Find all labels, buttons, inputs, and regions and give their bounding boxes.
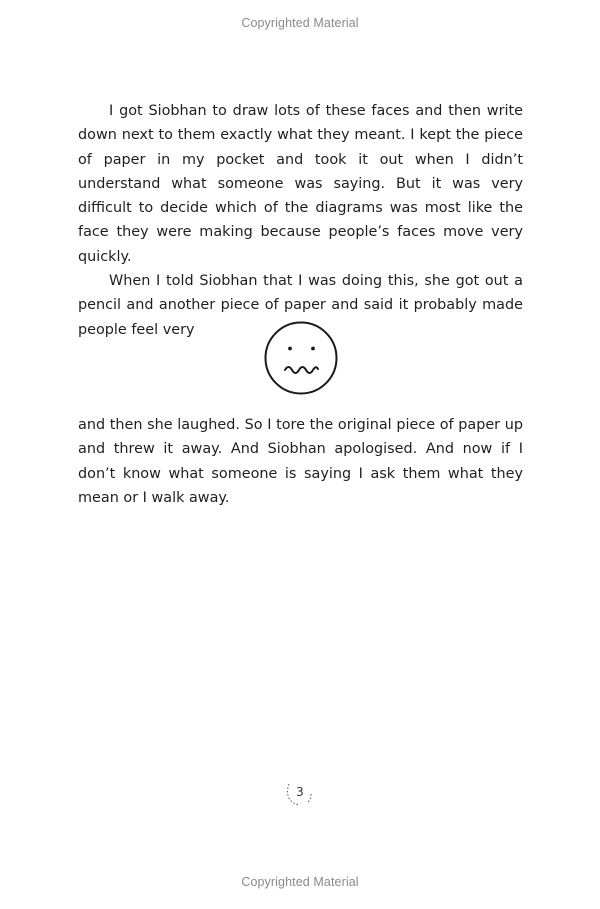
- page-number-ornament: [280, 780, 320, 810]
- body-text-after-face: [78, 413, 523, 510]
- paragraph-siobhan-faces: I got Siobhan to draw lots of these faces and then write down next to them exactly what they meant. I kept the piece of paper in my pocket and took it out when I didn’t understand what someone was saying. But it was very difficult to decide which of the diagrams was most like the face they were making because people’s faces move very quickly.: [78, 103, 523, 265]
- paragraph-laughed: and then she laughed. So I tore the original piece of paper up and threw it away. And Siobhan apologised. And now if I don’t know what someone is saying I ask them what they mean or I walk away.: [78, 417, 523, 506]
- copyright-watermark-bottom: Copyrighted Material: [241, 875, 359, 889]
- body-text-before-face: [78, 99, 523, 342]
- page-number: 3: [296, 785, 304, 799]
- confused-face-icon: [263, 320, 339, 396]
- copyright-watermark-top: Copyrighted Material: [241, 16, 359, 30]
- paragraph-siobhan-pencil: When I told Siobhan that I was doing this, she got out a pencil and another piece of paper and said it probably made people feel very: [78, 273, 523, 338]
